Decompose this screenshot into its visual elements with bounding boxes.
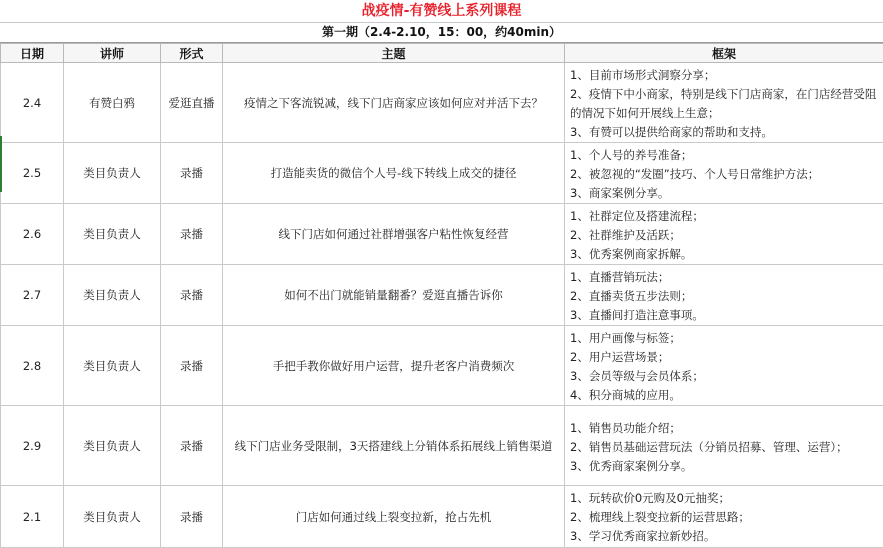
header-framework[interactable]: 框架 <box>565 44 883 63</box>
cell-date[interactable]: 2.4 <box>1 63 64 143</box>
header-teacher[interactable]: 讲师 <box>64 44 161 63</box>
framework-line: 3、商家案例分享。 <box>570 184 879 203</box>
cell-framework[interactable] <box>565 63 883 143</box>
framework-line: 1、目前市场形式洞察分享； <box>570 66 879 85</box>
cell-framework[interactable] <box>565 143 883 204</box>
framework-line: 2、疫情下中小商家，特别是线下门店商家，在门店经营受阻的情况下如何开展线上生意； <box>570 85 879 123</box>
cell-format[interactable]: 爱逛直播 <box>161 63 223 143</box>
table-row <box>1 143 883 204</box>
framework-line: 2、销售员基础运营玩法（分销员招募、管理、运营）； <box>570 438 879 457</box>
cell-teacher[interactable]: 有赞白鸦 <box>64 63 161 143</box>
cell-date[interactable]: 2.1 <box>1 486 64 548</box>
cell-topic[interactable]: 线下门店如何通过社群增强客户粘性恢复经营 <box>223 204 565 265</box>
framework-line: 3、会员等级与会员体系； <box>570 367 879 386</box>
cell-framework[interactable] <box>565 204 883 265</box>
framework-line: 3、直播间打造注意事项。 <box>570 306 879 325</box>
cell-topic[interactable]: 如何不出门就能销量翻番？爱逛直播告诉你 <box>223 265 565 326</box>
cell-date[interactable]: 2.8 <box>1 326 64 406</box>
table-row <box>1 63 883 143</box>
cell-framework[interactable] <box>565 265 883 326</box>
framework-line: 2、社群维护及活跃； <box>570 226 879 245</box>
framework-line: 3、优秀案例商家拆解。 <box>570 245 879 264</box>
framework-line: 2、直播卖货五步法则； <box>570 287 879 306</box>
cell-date[interactable]: 2.6 <box>1 204 64 265</box>
selection-marker <box>0 136 2 192</box>
cell-framework[interactable] <box>565 406 883 486</box>
framework-line: 2、用户运营场景； <box>570 348 879 367</box>
framework-line: 1、直播营销玩法； <box>570 268 879 287</box>
cell-topic[interactable]: 线下门店业务受限制，3天搭建线上分销体系拓展线上销售渠道 <box>223 406 565 486</box>
framework-line: 3、有赞可以提供给商家的帮助和支持。 <box>570 123 879 142</box>
cell-format[interactable]: 录播 <box>161 143 223 204</box>
table-row <box>1 486 883 548</box>
cell-format[interactable]: 录播 <box>161 486 223 548</box>
sheet-title: 战疫情-有赞线上系列课程 <box>0 0 883 23</box>
table-row <box>1 204 883 265</box>
cell-topic[interactable]: 手把手教你做好用户运营，提升老客户消费频次 <box>223 326 565 406</box>
cell-topic[interactable]: 门店如何通过线上裂变拉新，抢占先机 <box>223 486 565 548</box>
framework-line: 1、用户画像与标签； <box>570 329 879 348</box>
cell-topic[interactable]: 打造能卖货的微信个人号-线下转线上成交的捷径 <box>223 143 565 204</box>
header-topic[interactable]: 主题 <box>223 44 565 63</box>
cell-framework[interactable] <box>565 326 883 406</box>
table-row <box>1 326 883 406</box>
framework-line: 1、个人号的养号准备； <box>570 146 879 165</box>
framework-line: 2、梳理线上裂变拉新的运营思路； <box>570 508 879 527</box>
course-table <box>0 43 883 548</box>
cell-teacher[interactable]: 类目负责人 <box>64 486 161 548</box>
framework-line: 1、玩转砍价0元购及0元抽奖； <box>570 489 879 508</box>
framework-line: 1、销售员功能介绍； <box>570 419 879 438</box>
cell-teacher[interactable]: 类目负责人 <box>64 326 161 406</box>
cell-format[interactable]: 录播 <box>161 326 223 406</box>
cell-date[interactable]: 2.5 <box>1 143 64 204</box>
cell-topic[interactable]: 疫情之下客流锐减，线下门店商家应该如何应对并活下去？ <box>223 63 565 143</box>
cell-format[interactable]: 录播 <box>161 204 223 265</box>
sheet-subtitle: 第一期（2.4-2.10，15：00，约40min） <box>0 23 883 43</box>
cell-format[interactable]: 录播 <box>161 265 223 326</box>
cell-date[interactable]: 2.9 <box>1 406 64 486</box>
cell-teacher[interactable]: 类目负责人 <box>64 265 161 326</box>
cell-framework[interactable] <box>565 486 883 548</box>
cell-date[interactable]: 2.7 <box>1 265 64 326</box>
table-row <box>1 265 883 326</box>
header-row <box>1 44 883 63</box>
cell-teacher[interactable]: 类目负责人 <box>64 406 161 486</box>
cell-format[interactable]: 录播 <box>161 406 223 486</box>
cell-teacher[interactable]: 类目负责人 <box>64 204 161 265</box>
framework-line: 3、优秀商家案例分享。 <box>570 457 879 476</box>
framework-line: 4、积分商城的应用。 <box>570 386 879 405</box>
framework-line: 2、被忽视的“发圈”技巧、个人号日常维护方法； <box>570 165 879 184</box>
header-date[interactable]: 日期 <box>1 44 64 63</box>
header-format[interactable]: 形式 <box>161 44 223 63</box>
table-row <box>1 406 883 486</box>
cell-teacher[interactable]: 类目负责人 <box>64 143 161 204</box>
framework-line: 3、学习优秀商家拉新妙招。 <box>570 527 879 546</box>
framework-line: 1、社群定位及搭建流程； <box>570 207 879 226</box>
